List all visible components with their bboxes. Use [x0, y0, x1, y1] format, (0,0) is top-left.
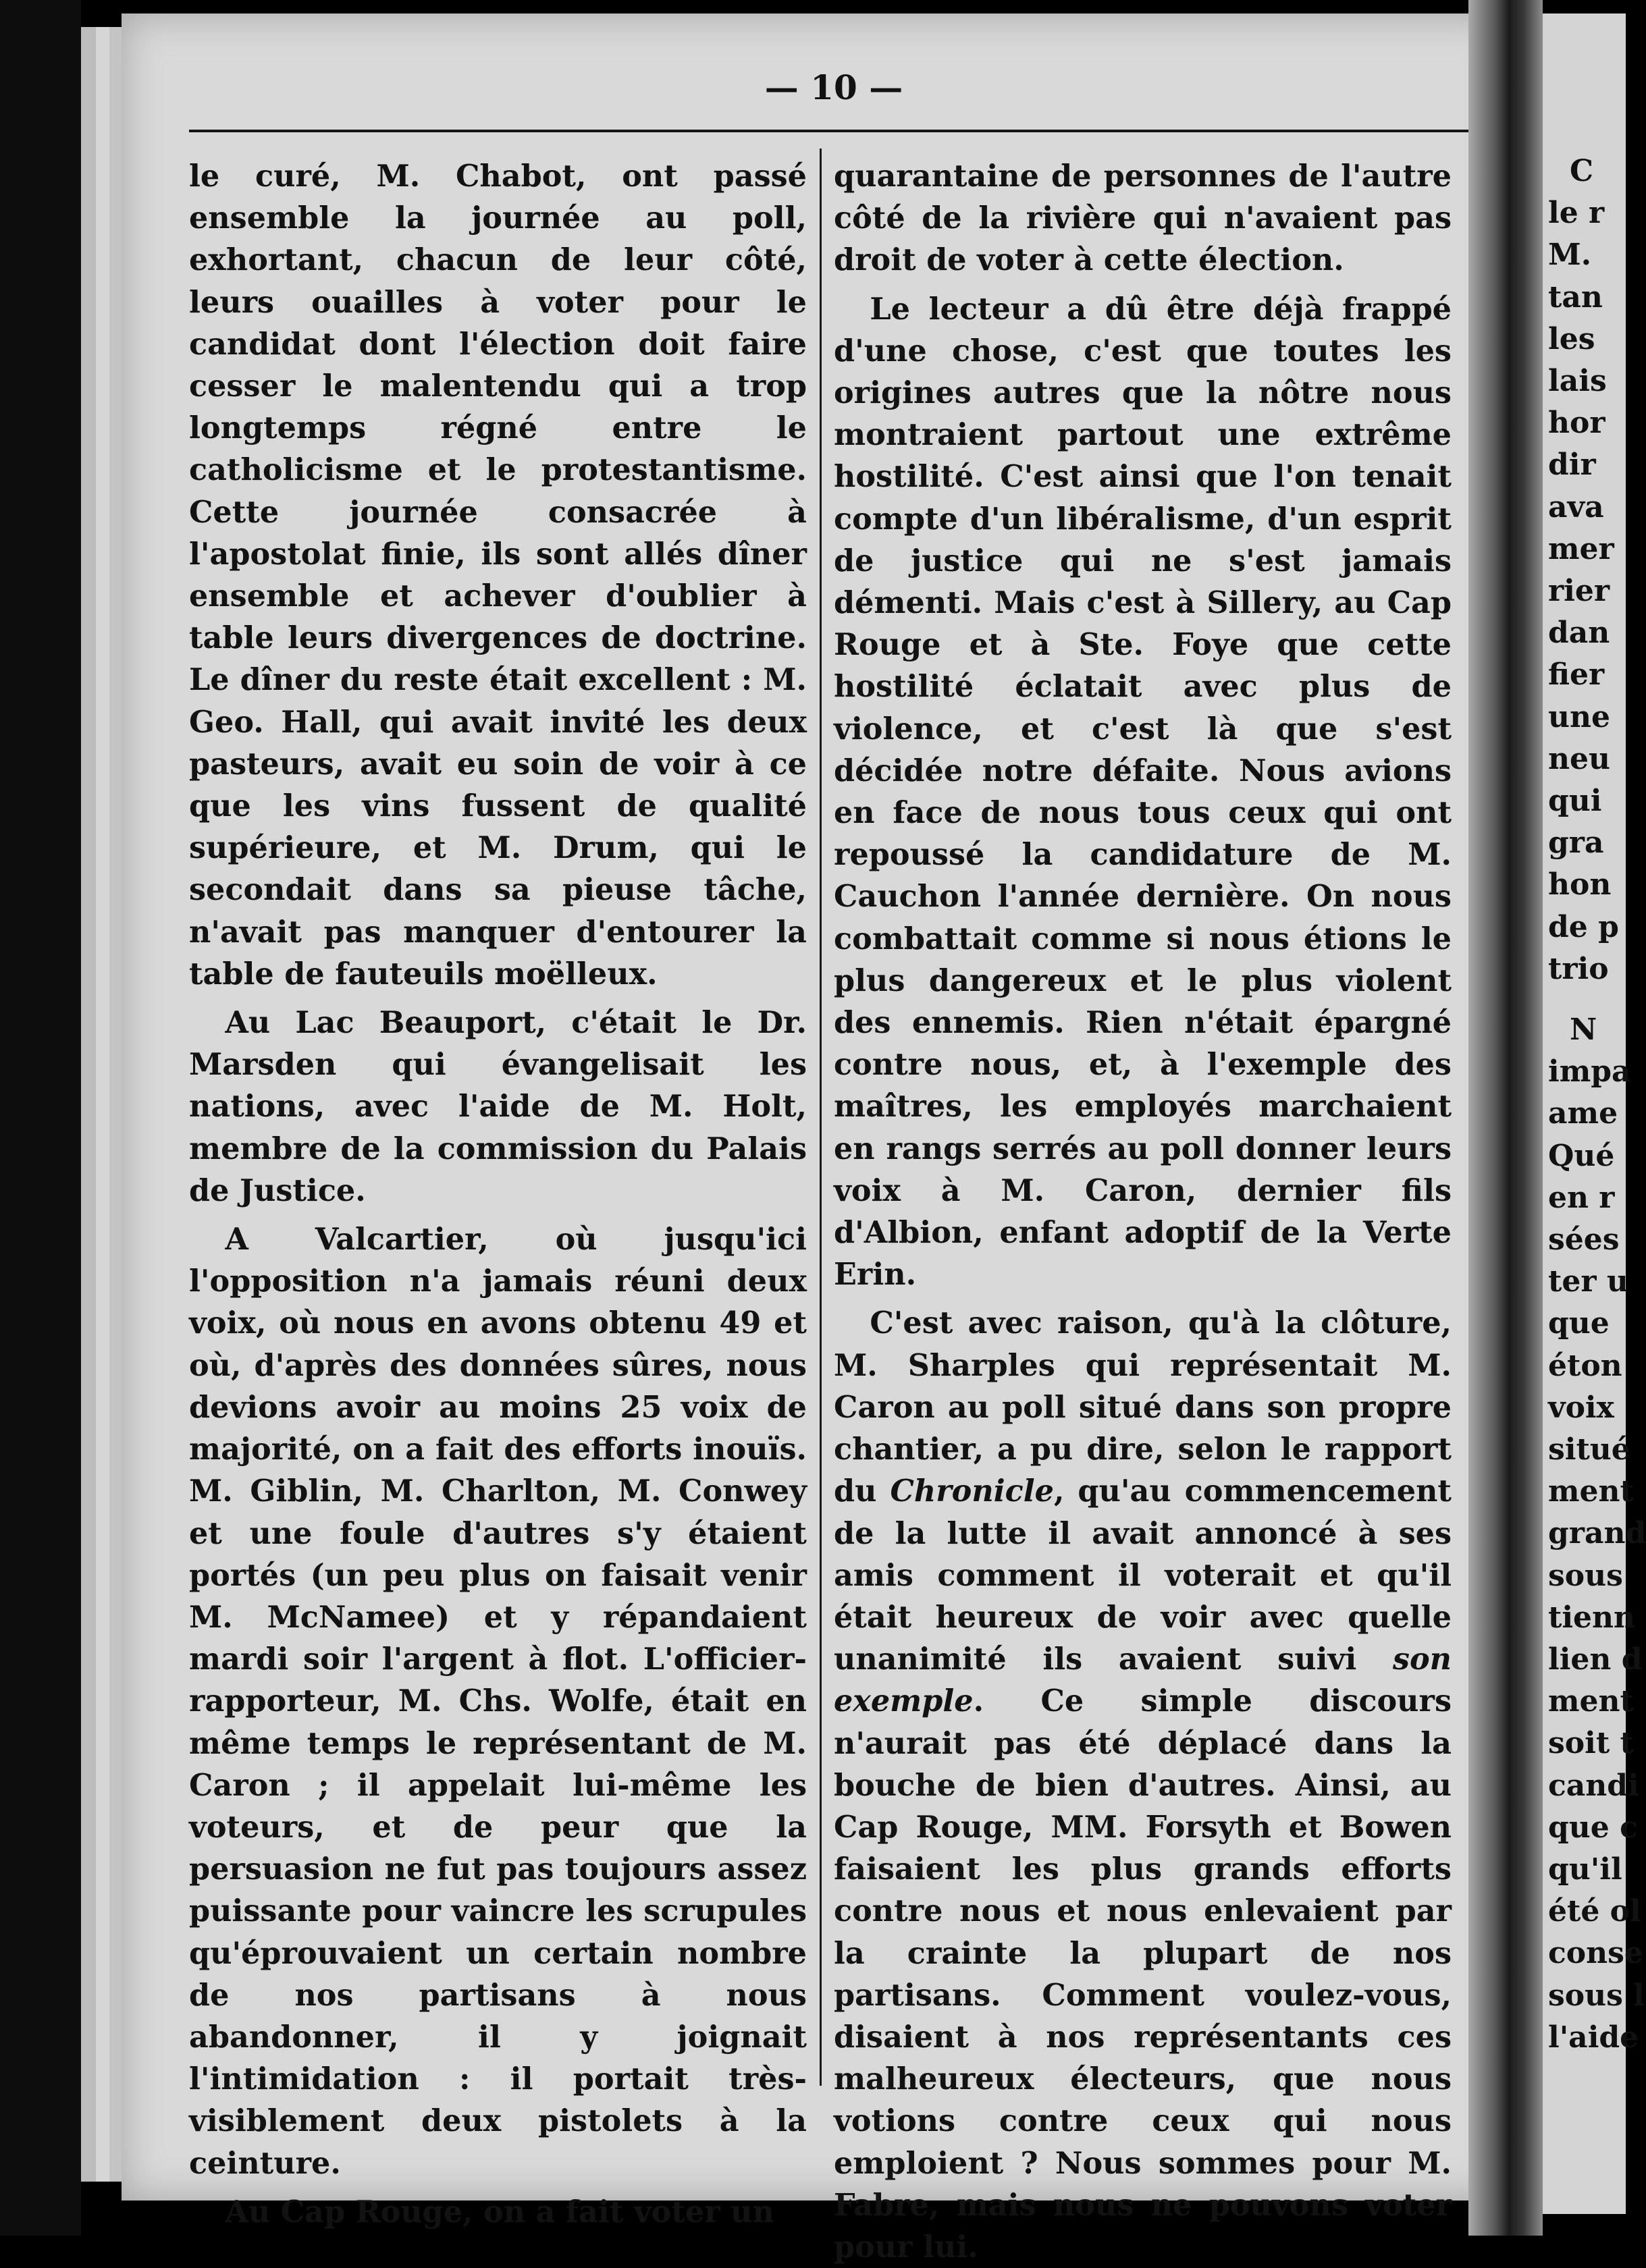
facing-page-fragment: que c	[1548, 1810, 1638, 1845]
facing-page-fragment: que	[1548, 1306, 1610, 1341]
facing-page-fragment: N	[1570, 1013, 1597, 1047]
facing-page-fragment: de p	[1548, 909, 1619, 944]
facing-page-fragment: sous l	[1548, 1978, 1645, 2013]
left-column	[189, 155, 807, 2233]
facing-page-fragment: ment	[1548, 1684, 1634, 1719]
paragraph: A Valcartier, où jusqu'ici l'opposition n'a jamais réuni deux voix, où nous en avons obtenu 49 et où, d'après des données sûres, nous devions avoir au moins 25 voix de majorité, on a fait des efforts inouïs. M. Giblin, M. Charlton, M. Conwey et une foule d'autres s'y étaient portés (un peu plus on faisait venir M. McNamee) et y répandaient mardi soir l'argent à flot. L'officier-rapporteur, M. Chs. Wolfe, était en même temps le représentant de M. Caron ; il appelait lui-même les voteurs, et de peur que la persuasion ne fut pas toujours assez puissante pour vaincre les scrupules qu'éprouvaient un certain nombre de nos partisans à nous abandonner, il y joignait l'intimidation : il portait très-visiblement deux pistolets à la ceinture.	[189, 1222, 807, 2181]
facing-page-fragment: fier	[1548, 657, 1605, 693]
paragraph: Au Lac Beauport, c'était le Dr. Marsden qui évangelisait les nations, avec l'aide de M. Holt, membre de la commission du Palais de Justice.	[189, 1005, 807, 1208]
paragraph: Au Cap Rouge, on a fait voter un	[225, 2194, 774, 2230]
page-number: — 10 —	[764, 68, 903, 107]
facing-page-fragment: qu'il	[1548, 1852, 1622, 1887]
facing-page-fragment: hon	[1548, 867, 1612, 902]
facing-page-fragment: sées	[1548, 1222, 1620, 1257]
facing-page	[1543, 14, 1646, 2214]
facing-page-fragment: éton	[1548, 1348, 1622, 1383]
paragraph: Le lecteur a dû être déjà frappé d'une chose, c'est que toutes les origines autres que la nôtre nous montraient partout une extrême hostilité. C'est ainsi que l'on tenait compte d'un libéralisme, d'un esprit de justice qui ne s'est jamais démenti. Mais c'est à Sillery, au Cap Rouge et à Ste. Foye que cette hostilité éclatait avec plus de violence, et c'est là que s'est décidée notre défaite. Nous avions en face de nous tous ceux qui ont repoussé la candidature de M. Cauchon l'année dernière. On nous combattait comme si nous étions le plus dangereux et le plus violent des ennemis. Rien n'était épargné contre nous, et, à l'exemple des maîtres, les employés marchaient en rangs serrés au poll donner leurs voix à M. Caron, dernier fils d'Albion, enfant adoptif de la Verte Erin.	[834, 291, 1452, 1293]
facing-page-fragment: lais	[1548, 364, 1607, 398]
header-rule	[189, 130, 1512, 132]
right-column	[834, 155, 1452, 2268]
facing-page-fragment: neu	[1548, 741, 1610, 776]
facing-page-fragment: une	[1548, 699, 1610, 734]
facing-page-fragment: ava	[1548, 489, 1604, 524]
facing-page-fragment: conse	[1548, 1936, 1643, 1971]
page-stack-edge	[96, 27, 109, 2182]
facing-page-fragment: l'aide	[1548, 2020, 1639, 2055]
facing-page-fragment: ter u	[1548, 1264, 1628, 1299]
text-run: . Ce simple discours n'aurait pas été déplacé dans la bouche de bien d'autres. Ainsi, au Cap Rouge, MM. Forsyth et Bowen faisaient les plus grands efforts contre nous et nous enlevaient par la crainte la plupart de nos partisans. Comment voulez-vous, disaient à nos représentants ces malheureux électeurs, que nous votions contre ceux qui nous emploient ? Nous sommes pour M. Fabre, mais nous ne pouvons voter pour lui.	[834, 1683, 1452, 2265]
facing-page-fragment: tienn	[1548, 1600, 1636, 1635]
text-run: , qu'au commencement de la lutte il avait annoncé à ses amis comment il voterait et qu'il était heureux de voir avec quelle unanimité ils avaient suivi	[834, 1474, 1452, 1677]
page-stack-edge	[109, 27, 122, 2182]
facing-page-fragment: lien d	[1548, 1642, 1643, 1677]
text-run: C'est avec raison, qu'à la clôture, M. Sharples qui représentait M. Caron au poll situé dans son propre chantier, a pu dire, selon le rapport du	[834, 1305, 1452, 1509]
facing-page-fragment: en r	[1548, 1180, 1615, 1215]
facing-page-fragment: trio	[1548, 951, 1609, 986]
page-stack-edge	[81, 27, 96, 2182]
paragraph: quarantaine de personnes de l'autre côté de la rivière qui n'avaient pas droit de voter à cette élection.	[834, 159, 1452, 278]
facing-page-fragment: hor	[1548, 406, 1605, 441]
facing-page-fragment: gra	[1548, 826, 1604, 861]
facing-page-fragment: ame	[1548, 1096, 1618, 1131]
facing-page-fragment: grand	[1548, 1516, 1646, 1551]
facing-page-fragment: Qué	[1548, 1138, 1615, 1173]
facing-page-fragment: sous	[1548, 1558, 1623, 1593]
facing-page-fragment: dan	[1548, 616, 1610, 651]
column-divider	[820, 148, 822, 2086]
facing-page-fragment: situé	[1548, 1432, 1630, 1467]
paragraph	[834, 1302, 1452, 2268]
facing-page-fragment: impa	[1548, 1054, 1631, 1089]
facing-page-fragment: les	[1548, 321, 1595, 356]
facing-page-fragment: voix	[1548, 1390, 1614, 1425]
facing-page-fragment: candi	[1548, 1768, 1639, 1803]
facing-page-fragment: tan	[1548, 279, 1603, 315]
facing-page-fragment: rier	[1548, 574, 1610, 608]
facing-page-fragment: le r	[1548, 196, 1605, 231]
facing-page-fragment: dir	[1548, 448, 1596, 483]
facing-page-fragment: C	[1570, 154, 1594, 188]
facing-page-fragment: mer	[1548, 531, 1614, 566]
newspaper-name: Chronicle	[890, 1474, 1054, 1509]
newspaper-page	[122, 14, 1506, 2265]
facing-page-fragment: été ol	[1548, 1894, 1641, 1929]
paragraph: le curé, M. Chabot, ont passé ensemble la journée au poll, exhortant, chacun de leur côté, leurs ouailles à voter pour le candidat dont l'élection doit faire cesser le malentendu qui a trop longtemps régné entre le catholicisme et le protestantisme. Cette journée consacrée à l'apostolat finie, ils sont allés dîner ensemble et achever d'oublier à table leurs divergences de doctrine. Le dîner du reste était excellent : M. Geo. Hall, qui avait invité les deux pasteurs, avait eu soin de voir à ce que les vins fussent de qualité supérieure, et M. Drum, qui le secondait dans sa pieuse tâche, n'avait pas manquer d'entourer la table de fauteuils moëlleux.	[189, 159, 807, 992]
facing-page-fragment: M.	[1548, 238, 1592, 273]
facing-page-fragment: soit t	[1548, 1726, 1634, 1761]
book-spine	[1468, 0, 1543, 2236]
facing-page-fragment: ment	[1548, 1474, 1634, 1509]
emphasis: son exemple	[834, 1642, 1452, 1719]
facing-page-fragment: qui	[1548, 784, 1602, 818]
scan-border-left	[0, 0, 81, 2236]
